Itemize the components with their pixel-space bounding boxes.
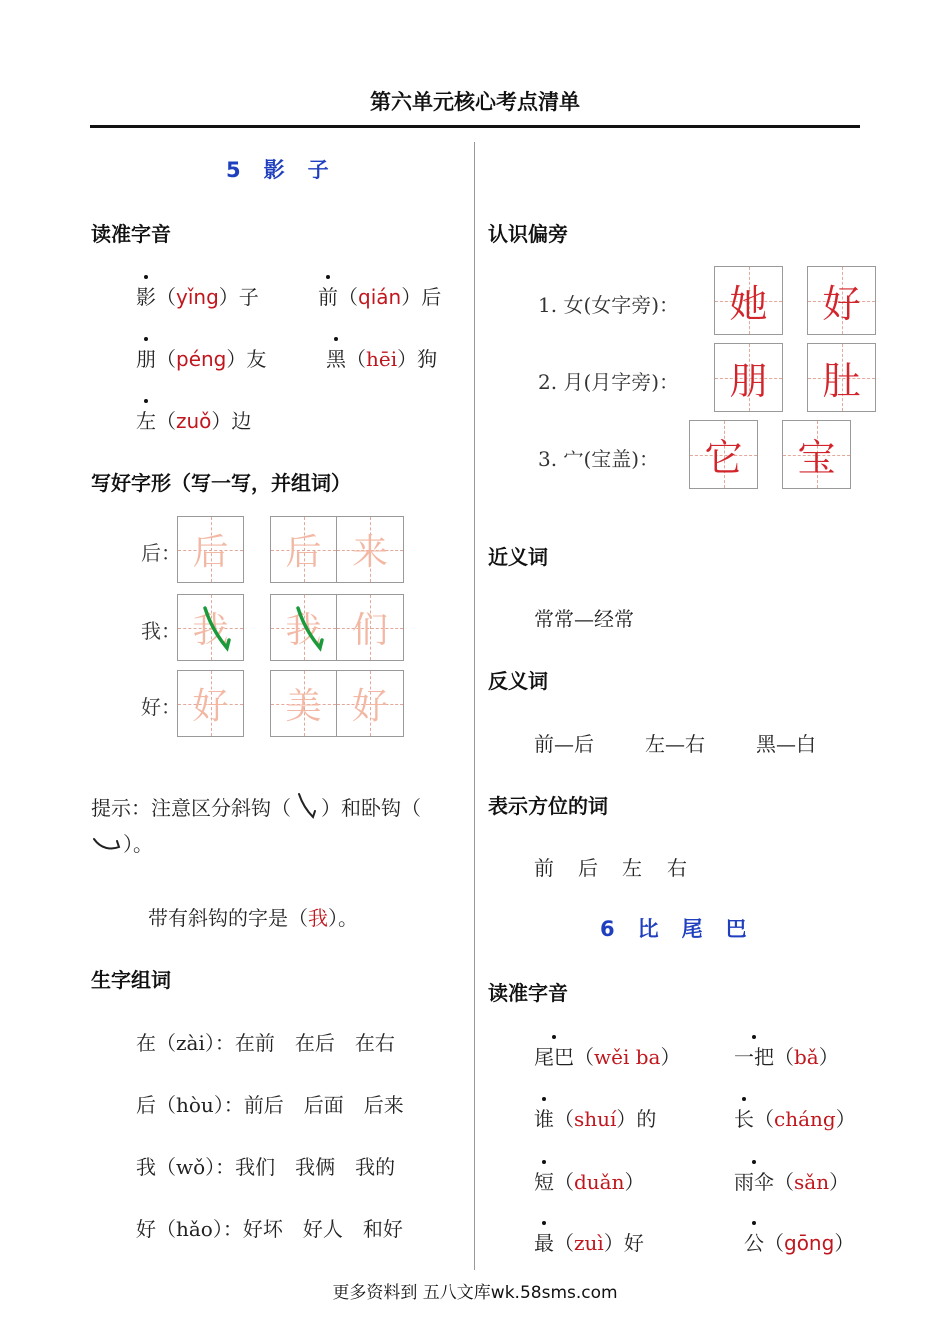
writing-grid xyxy=(177,594,244,661)
word-group: 在（zài）：在前 在后 在右 xyxy=(136,1031,395,1055)
antonym-pair: 前—后 xyxy=(534,732,594,756)
slant-hook-stroke-icon xyxy=(177,594,244,661)
section-heading: 写好字形（写一写，并组词） xyxy=(91,471,351,495)
tip-answer: 带有斜钩的字是（我）。 xyxy=(148,906,358,930)
pinyin: duǎn xyxy=(574,1170,625,1194)
char: 狗 xyxy=(417,347,438,371)
char: 最 xyxy=(534,1227,554,1256)
grid-cell: 好 xyxy=(337,670,404,737)
grid-label: 好： xyxy=(141,695,181,719)
pinyin: zuǒ xyxy=(176,409,212,433)
word-group: 好（hǎo）：好坏 好人 和好 xyxy=(136,1217,403,1241)
reading-item: 长（cháng） xyxy=(734,1103,856,1132)
reading-item: 短（duǎn） xyxy=(534,1166,645,1195)
section-heading: 反义词 xyxy=(488,669,548,693)
section-heading: 读准字音 xyxy=(488,981,568,1005)
char: 后 xyxy=(421,285,442,309)
word-group: 我（wǒ）：我们 我俩 我的 xyxy=(136,1155,396,1179)
direction-word: 右 xyxy=(667,856,687,880)
pinyin: péng xyxy=(176,347,227,371)
section-heading: 读准字音 xyxy=(91,222,171,246)
lesson-char: 巴 xyxy=(725,917,748,941)
radical-char-box: 好 xyxy=(807,266,876,335)
tip-line: 提示：注意区分斜钩（ ）和卧钩（ xyxy=(91,791,421,821)
writing-grid xyxy=(270,516,404,583)
radical-label: 1. 女(女字旁)： xyxy=(538,293,680,317)
lying-hook-icon xyxy=(91,833,123,855)
reading-item: 黑（hēi）狗 xyxy=(326,343,437,372)
slant-hook-icon xyxy=(291,791,321,821)
direction-word: 后 xyxy=(578,856,598,880)
answer-char: 我 xyxy=(308,906,328,930)
pinyin: yǐng xyxy=(176,285,219,309)
char: 短 xyxy=(534,1166,554,1195)
reading-item: 公（gōng） xyxy=(744,1227,854,1256)
char: 谁 xyxy=(534,1103,554,1132)
char: 前 xyxy=(318,281,338,310)
char: 友 xyxy=(246,347,267,371)
char: 影 xyxy=(136,281,156,310)
radical-char-box: 它 xyxy=(689,420,758,489)
radical-char-box: 她 xyxy=(714,266,783,335)
pinyin: bǎ xyxy=(794,1045,819,1069)
title-rule xyxy=(90,125,860,128)
char: 雨伞 xyxy=(734,1166,774,1195)
lesson-number: 6 xyxy=(600,917,616,941)
pinyin: qián xyxy=(358,285,402,309)
grid-label: 我： xyxy=(141,619,181,643)
grid-cell: 后 xyxy=(177,516,244,583)
slant-hook-stroke-icon xyxy=(270,594,337,661)
word-group: 后（hòu）：前后 后面 后来 xyxy=(136,1093,404,1117)
grid-cell: 我 xyxy=(177,594,244,661)
section-heading: 近义词 xyxy=(488,545,548,569)
reading-item: 雨伞（sǎn） xyxy=(734,1166,849,1195)
writing-grid xyxy=(270,670,404,737)
char: 子 xyxy=(238,285,259,309)
grid-cell: 后 xyxy=(270,516,337,583)
pinyin: zuì xyxy=(574,1231,604,1255)
pinyin: hēi xyxy=(366,347,398,371)
section-heading: 表示方位的词 xyxy=(488,794,608,818)
char: 黑 xyxy=(326,343,346,372)
char: 一把 xyxy=(734,1041,774,1070)
pinyin: wěi ba xyxy=(594,1045,661,1069)
char: 尾巴 xyxy=(534,1041,574,1070)
antonym-pair: 黑—白 xyxy=(756,732,816,756)
grid-cell: 来 xyxy=(337,516,404,583)
lesson-char: 子 xyxy=(307,158,330,182)
writing-grid xyxy=(177,516,244,583)
radical-label: 2. 月(月字旁)： xyxy=(538,370,680,394)
grid-cell: 美 xyxy=(270,670,337,737)
pinyin: gōng xyxy=(784,1231,835,1255)
page-title: 第六单元核心考点清单 xyxy=(370,90,580,114)
radical-char-box: 朋 xyxy=(714,343,783,412)
lesson-5-title xyxy=(226,154,352,184)
writing-grid xyxy=(177,670,244,737)
radical-char-box: 宝 xyxy=(782,420,851,489)
reading-item: 尾巴（wěi ba） xyxy=(534,1041,680,1070)
grid-cell: 好 xyxy=(177,670,244,737)
direction-word: 前 xyxy=(534,856,554,880)
radical-label: 3. 宀(宝盖)： xyxy=(538,447,660,471)
writing-grid xyxy=(270,594,404,661)
column-divider xyxy=(474,142,475,1270)
char: 公 xyxy=(744,1227,764,1256)
synonym-pair: 常常—经常 xyxy=(534,607,634,631)
reading-item: 影（yǐng）子 xyxy=(136,281,259,310)
pinyin: shuí xyxy=(574,1107,617,1131)
antonym-pair: 左—右 xyxy=(645,732,705,756)
char: 左 xyxy=(136,405,156,434)
char: 边 xyxy=(231,409,252,433)
reading-item: 朋（péng）友 xyxy=(136,343,266,372)
footer-link[interactable]: 更多资料到 五八文库wk.58sms.com xyxy=(332,1283,618,1303)
section-heading: 认识偏旁 xyxy=(488,222,568,246)
reading-item: 谁（shuí）的 xyxy=(534,1103,656,1132)
char: 长 xyxy=(734,1103,754,1132)
lesson-char: 尾 xyxy=(681,917,704,941)
section-heading: 生字组词 xyxy=(91,968,171,992)
reading-item: 前（qián）后 xyxy=(318,281,441,310)
pinyin: sǎn xyxy=(794,1170,830,1194)
direction-word: 左 xyxy=(622,856,642,880)
lesson-char: 影 xyxy=(263,158,286,182)
grid-label: 后： xyxy=(141,541,181,565)
char: 朋 xyxy=(136,343,156,372)
reading-item: 左（zuǒ）边 xyxy=(136,405,251,434)
lesson-number: 5 xyxy=(226,158,242,182)
grid-cell: 们 xyxy=(337,594,404,661)
grid-cell: 我 xyxy=(270,594,337,661)
tip-line: ）。 xyxy=(91,828,153,857)
lesson-6-title xyxy=(600,913,770,943)
reading-item: 最（zuì）好 xyxy=(534,1227,644,1256)
radical-char-box: 肚 xyxy=(807,343,876,412)
pinyin: cháng xyxy=(774,1107,836,1131)
lesson-char: 比 xyxy=(637,917,660,941)
reading-item: 一把（bǎ） xyxy=(734,1041,839,1070)
